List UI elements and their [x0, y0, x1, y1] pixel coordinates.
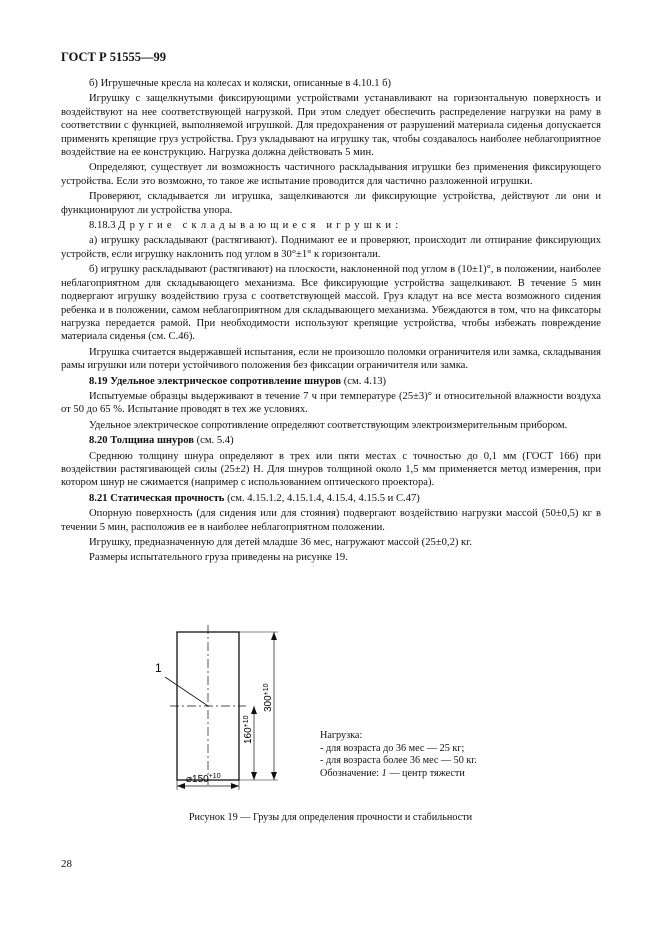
- paragraph: Размеры испытательного груза приведены на рисунке 19.: [89, 552, 348, 564]
- section-number: 8.18.3: [89, 220, 116, 232]
- figure-caption: Рисунок 19 — Грузы для определения прочности и стабильности: [188, 812, 473, 823]
- paragraph: Удельное электрическое сопротивление определяют соответствующим электроизмерительным прибором.: [89, 419, 568, 431]
- section-8-20: [61, 434, 601, 447]
- legend-line: - для возраста до 36 мес — 25 кг;: [320, 742, 465, 754]
- section-title: Другие складывающиеся игрушки:: [118, 220, 403, 232]
- section-8-18-3: [61, 219, 601, 232]
- section-ref: (см. 5.4): [196, 435, 234, 447]
- section-title: 8.21 Статическая прочность: [89, 492, 225, 504]
- arrowhead: [251, 772, 257, 780]
- paragraph: а) игрушку раскладывают (растягивают). Поднимают ее и проверяют, происходит ли отпирание фиксирующих устройств, если игрушку наклонить под углом в 30°±1° к горизонтали.: [61, 235, 601, 260]
- paragraph: Игрушку, предназначенную для детей младше 36 мес, нагружают массой (25±0,2) кг.: [89, 537, 472, 548]
- arrowhead: [271, 632, 277, 640]
- paragraph: Определяют, существует ли возможность частичного раскладывания игрушки без применения фиксирующего устройства. Если это возможно, то такое же испытание проводится для частично разложенной игрушки.: [61, 162, 601, 187]
- legend-line: - для возраста более 36 мес — 50 кг.: [320, 755, 477, 766]
- paragraph: Игрушку с защелкнутыми фиксирующими устройствами устанавливают на горизонтальную поверхность и воздействуют на нее соответствующей нагрузкой. При этом следует обеспечить распределение нагрузки на раму в соответствии с функцией, выполняемой игрушкой. Для предохранения от разрушений материала сиденья допускается применять крепящие груз устройства. Груз укладывают на игрушку так, чтобы создавалось наиболее неблагоприятное воздействие на ее конструкцию. Нагрузка должна действовать 5 мин.: [61, 93, 601, 159]
- paragraph: Испытуемые образцы выдерживают в течение 7 ч при температуре (25±3)° и относительной влажности воздуха от 50 до 65 %. Испытание проводят в тех же условиях.: [61, 390, 601, 416]
- section-8-21: [61, 492, 601, 505]
- paragraph: б) Игрушечные кресла на колесах и коляски, описанные в 4.10.1 б): [89, 78, 392, 89]
- paragraph: б) игрушку раскладывают (растягивают) на плоскости, наклоненной под углом в (10±1)°, в положении, наиболее неблагоприятном для складывающего механизма. Все фиксирующие устройства защелкивают. В течение 5 мин подвергают игрушку воздействию груза с соответствующей массой. Груз кладут на все места возможного сидения ребенка и в положении, самом неблагоприятном для складывающего механизма. Убеждаются в том, что на фиксаторы нагрузка передается рамой. При необходимости используют крепящие устройства, чтобы избежать повреждение материала сиденья (см. С.46).: [61, 264, 601, 343]
- paragraph: Игрушка считается выдержавшей испытания, если не произошло поломки ограничителя или замка, складывания рамы игрушки или потери устойчивого положения без фиксации ограничителя или замка.: [61, 346, 601, 372]
- paragraph: Среднюю толщину шнура определяют в трех или пяти местах с точностью до 0,1 мм (ГОСТ 166) при воздействии растягивающей силы (25±2) Н. Для шнуров толщиной около 1,5 мм применяется метод измерения, при котором шнур не сжимается (например с использованием оптического проектора).: [61, 450, 601, 489]
- main-text: [61, 77, 601, 567]
- page-number: 28: [61, 858, 72, 870]
- legend-title: Нагрузка:: [320, 730, 363, 741]
- paragraph: Проверяют, складывается ли игрушка, защелкиваются ли фиксирующие устройства, действуют ли они и функционируют ли устройства упора.: [61, 191, 601, 216]
- arrowhead: [251, 706, 257, 714]
- label-1: 1: [155, 661, 162, 675]
- section-ref: (см. 4.13): [343, 375, 387, 387]
- section-title: 8.20 Толщина шнуров: [89, 435, 194, 447]
- dim-label-300: $300^{+10}$: [263, 683, 274, 712]
- dim-label-diameter: $⌀150^{+10}$: [186, 773, 221, 785]
- leader-line: [165, 677, 208, 706]
- section-title: 8.19 Удельное электрическое сопротивление шнуров: [89, 375, 342, 387]
- arrowhead: [271, 772, 277, 780]
- section-ref: (см. 4.15.1.2, 4.15.1.4, 4.15.4, 4.15.5 и С.47): [227, 492, 420, 504]
- arrowhead: [177, 783, 185, 789]
- paragraph: Опорную поверхность (для сидения или для стояния) подвергают воздействию нагрузки массой (50±0,5) кг в течении 5 мин, расположив ее в наиболее неблагоприятном положении.: [61, 508, 601, 533]
- figure-legend: [320, 730, 477, 780]
- document-header: ГОСТ Р 51555—99: [61, 50, 167, 64]
- section-8-19: [61, 375, 601, 388]
- legend-designation: Обозначение: 1 — центр тяжести: [320, 767, 465, 779]
- arrowhead: [231, 783, 239, 789]
- dim-label-160: $160^{+10}$: [243, 715, 254, 744]
